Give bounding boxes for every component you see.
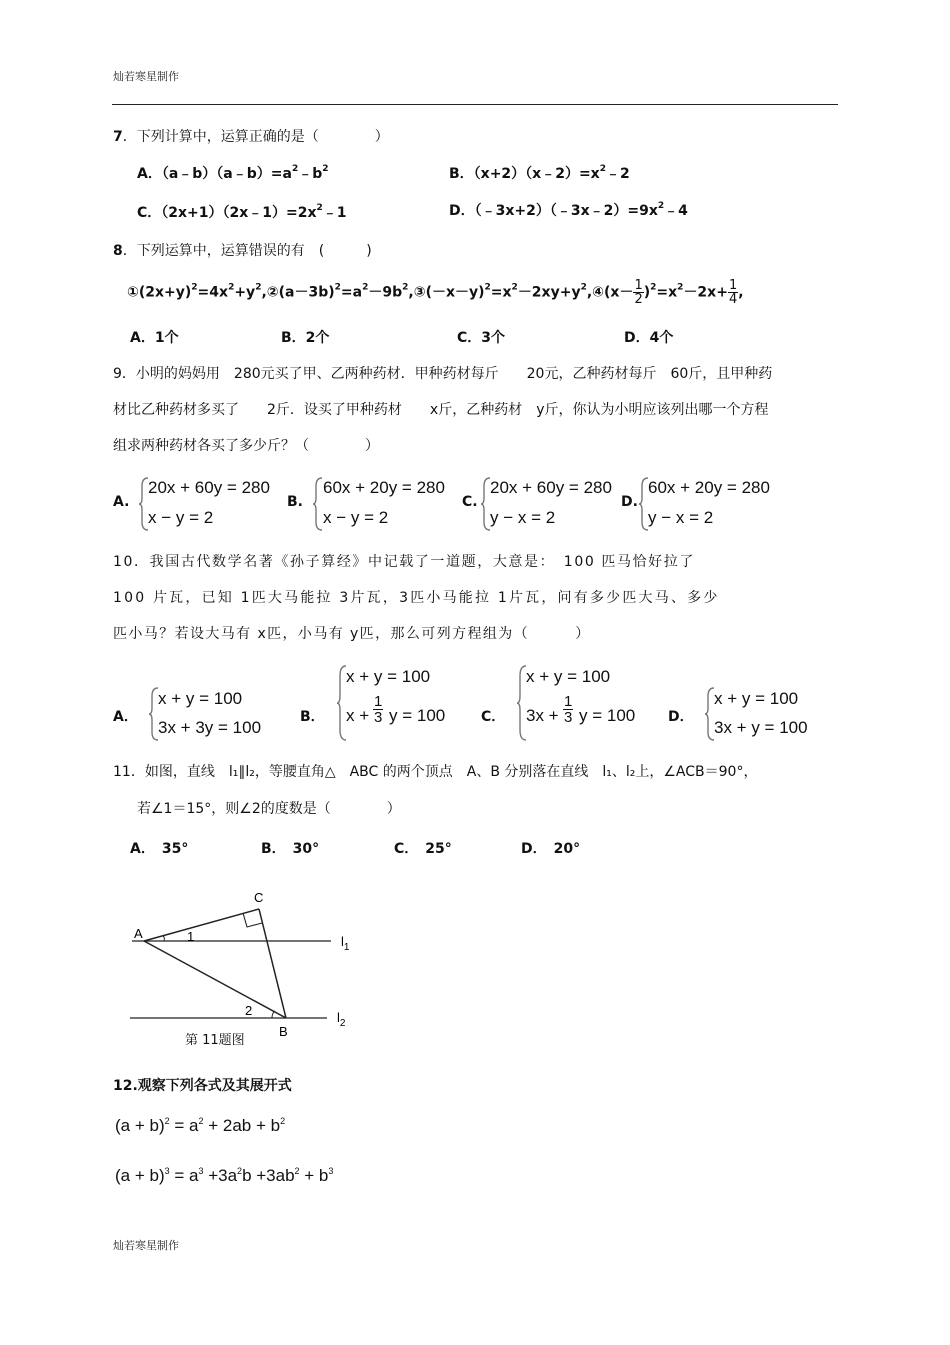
segment-ab bbox=[144, 941, 286, 1018]
segment-ac bbox=[144, 909, 259, 941]
q10-c-eq1: x + y = 100 bbox=[526, 667, 611, 686]
q10-c-fraction: $\frac{1}{3}$ bbox=[564, 693, 573, 726]
q10-b-eq2a: x + bbox=[346, 706, 370, 725]
q11-option-a: A． 35° bbox=[130, 841, 189, 857]
q10-option-d-label: D． bbox=[668, 709, 694, 725]
right-angle-mark bbox=[243, 913, 262, 927]
q12-formula-2: $(a + b)^3 = a^3 +3a^2b +3ab^2 + b^3$ bbox=[115, 1166, 334, 1185]
q10-c-eq2b: y = 100 bbox=[579, 706, 636, 725]
q8-half-fraction: $\frac{1}{2}$ bbox=[634, 278, 643, 307]
q10-d-eq2: 3x + y = 100 bbox=[714, 718, 808, 737]
q10-b-eq1: x + y = 100 bbox=[346, 667, 431, 686]
q10-option-c-label: C． bbox=[481, 709, 506, 725]
q9-line-1: 9．小明的妈妈用 280元买了甲、乙两种药材．甲种药材每斤 20元，乙种药材每斤 60斤，且甲种药 bbox=[113, 366, 773, 382]
q7-option-d: D．$(﹣3x+2)(﹣3x﹣2)=9x^2﹣4$ bbox=[449, 201, 688, 219]
q8-quarter-fraction: $\frac{1}{4}$ bbox=[728, 278, 738, 307]
q11-figure-caption: 第 11题图 bbox=[185, 1033, 245, 1048]
segment-cb bbox=[259, 909, 286, 1018]
angle-1-label: 1 bbox=[187, 929, 195, 944]
q9-a-eq1: 20x + 60y = 280 bbox=[148, 478, 270, 497]
q9-d-eq2: y − x = 2 bbox=[648, 508, 714, 527]
angle-2-label: 2 bbox=[245, 1003, 253, 1018]
q10-a-eq1: x + y = 100 bbox=[158, 689, 243, 708]
q10-option-b-label: B． bbox=[300, 709, 325, 725]
label-l2: $l_2$ bbox=[337, 1010, 346, 1029]
q10-option-a-label: A． bbox=[113, 709, 138, 725]
label-l1: $l_1$ bbox=[341, 934, 350, 953]
q11-option-c: C． 25° bbox=[394, 841, 452, 857]
label-c: C bbox=[254, 890, 264, 905]
page-footer: 灿若寒星制作 bbox=[113, 1239, 179, 1252]
q9-line-3: 组求两种药材各买了多少斤？（ ） bbox=[113, 438, 379, 454]
q9-b-eq2: x − y = 2 bbox=[323, 508, 389, 527]
q7-option-b: B．$(x+2)(x﹣2)=x^2﹣2$ bbox=[449, 164, 630, 182]
q11-figure bbox=[120, 880, 370, 1050]
q9-option-d-label: D. bbox=[621, 494, 638, 510]
q11-option-d: D． 20° bbox=[521, 841, 581, 857]
q8-option-b: B．2个 bbox=[281, 330, 330, 346]
q7-option-c: C．$(2x+1)(2x﹣1)=2x^2﹣1$ bbox=[137, 203, 347, 221]
q8-option-a: A．1个 bbox=[130, 330, 179, 346]
angle-1-arc bbox=[163, 936, 164, 941]
q8-option-c: C．3个 bbox=[457, 330, 506, 346]
q9-c-eq1: 20x + 60y = 280 bbox=[490, 478, 612, 497]
q10-c-eq2a: 3x + bbox=[526, 706, 559, 725]
q9-option-c-label: C. bbox=[462, 494, 478, 510]
page-header: 灿若寒星制作 bbox=[113, 70, 179, 83]
q10-b-eq2b: y = 100 bbox=[389, 706, 446, 725]
q11-option-b: B． 30° bbox=[261, 841, 320, 857]
q9-option-b-label: B. bbox=[287, 494, 303, 510]
q10-line-3: 匹小马？若设大马有 x匹，小马有 y匹，那么可列方程组为（ ） bbox=[113, 626, 591, 642]
q10-b-fraction: $\frac{1}{3}$ bbox=[374, 693, 383, 726]
q9-c-eq2: y − x = 2 bbox=[490, 508, 556, 527]
q10-line-2: 100 片瓦，已知 1匹大马能拉 3片瓦，3匹小马能拉 1片瓦，问有多少匹大马、多少 bbox=[113, 590, 720, 606]
q10-a-eq2: 3x + 3y = 100 bbox=[158, 718, 262, 737]
q10-d-eq1: x + y = 100 bbox=[714, 689, 799, 708]
q9-d-eq1: 60x + 20y = 280 bbox=[648, 478, 770, 497]
q11-line-1: 11．如图，直线 l₁∥l₂，等腰直角△ ABC 的两个顶点 A、B 分别落在直线 l₁、l₂上，∠ACB＝90°， bbox=[113, 764, 758, 780]
label-b: B bbox=[279, 1024, 288, 1039]
q7-stem: 7．下列计算中，运算正确的是（ ） bbox=[113, 129, 389, 145]
q9-line-2: 材比乙种药材多买了 2斤．设买了甲种药材 x斤，乙种药材 y斤，你认为小明应该列出哪一个方程 bbox=[113, 402, 769, 418]
q12-stem: 12.观察下列各式及其展开式 bbox=[113, 1078, 292, 1094]
q9-a-eq2: x − y = 2 bbox=[148, 508, 214, 527]
q9-option-a-label: A. bbox=[113, 494, 130, 510]
q12-formula-1: $(a + b)^2 = a^2 + 2ab + b^2$ bbox=[115, 1116, 286, 1135]
q7-option-a: A．$(a﹣b)(a﹣b)=a^2﹣b^2$ bbox=[137, 164, 329, 182]
q8-expressions: $①(2x+y)^2=4x^2+y^2,②(a-3b)^2=a^2-9b^2,③(-x-y)^2=x^2-2xy+y^2,④(x-$ $\frac{1}{2}$ )$^2=x^2-2x+$ $\frac{1}{4}$ , bbox=[127, 278, 744, 307]
q10-line-1: 10．我国古代数学名著《孙子算经》中记载了一道题，大意是： 100 匹马恰好拉了 bbox=[113, 554, 695, 570]
label-a: A bbox=[134, 926, 143, 941]
header-rule bbox=[112, 104, 838, 105]
q8-option-d: D．4个 bbox=[624, 330, 674, 346]
q11-line-2: 若∠1＝15°，则∠2的度数是（ ） bbox=[137, 801, 401, 817]
q9-b-eq1: 60x + 20y = 280 bbox=[323, 478, 445, 497]
q8-stem: 8．下列运算中，运算错误的有 ( ) bbox=[113, 243, 372, 259]
